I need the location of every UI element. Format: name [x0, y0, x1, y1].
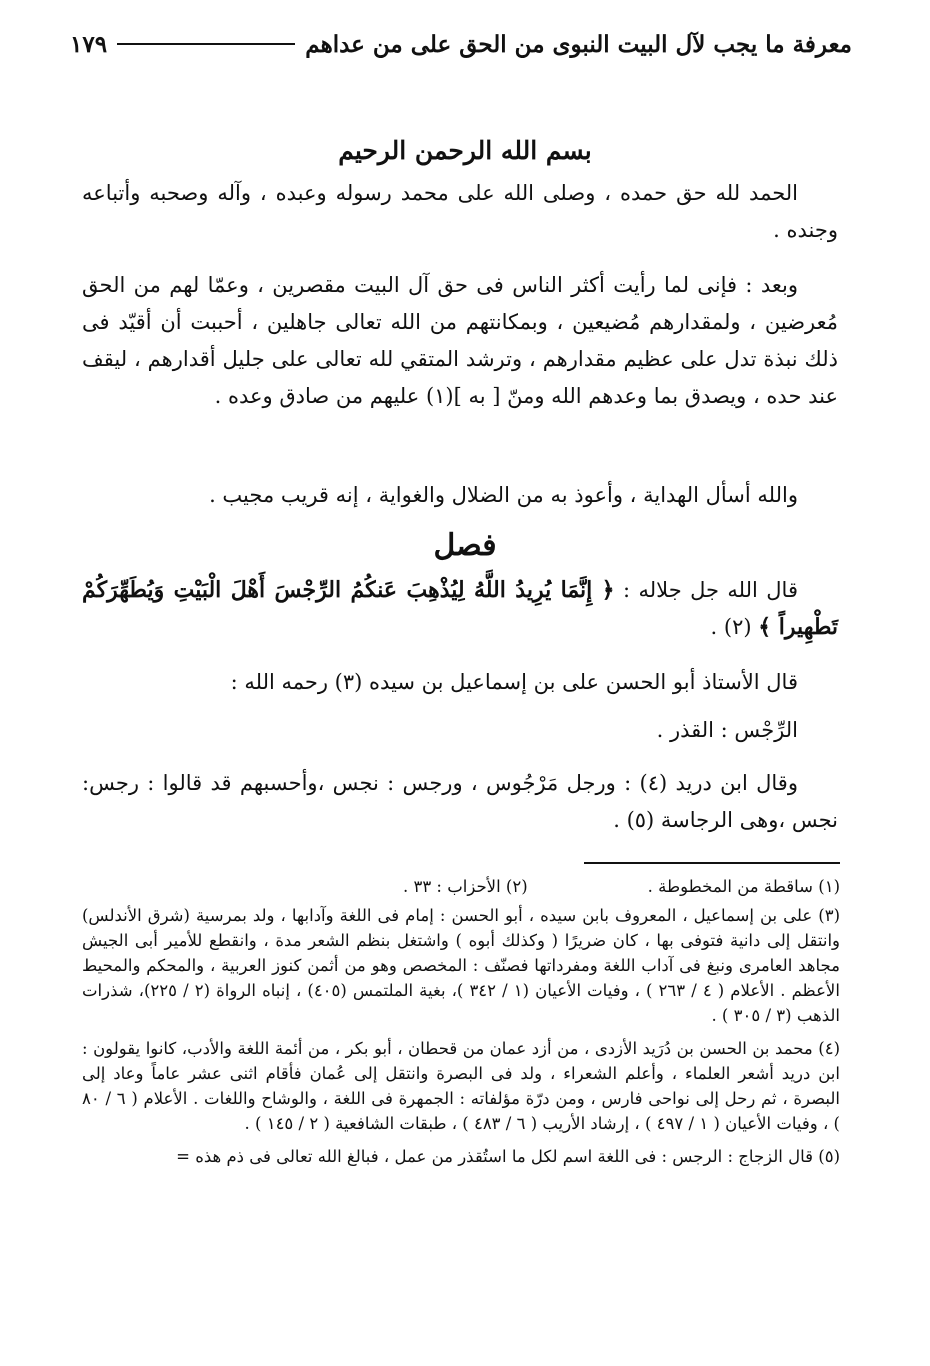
page-number: ١٧٩: [70, 30, 108, 58]
footnote-2: (٢) الأحزاب : ٣٣ .: [402, 877, 528, 896]
paragraph-supplication: والله أسأل الهداية ، وأعوذ به من الضلال والغواية ، إنه قريب مجيب .: [209, 483, 798, 507]
footnote-4: (٤) محمد بن الحسن بن دُرَيد الأزدى ، من أزد عمان من قحطان ، أبو بكر ، من أئمة اللغة والأدب، كانوا يقولون : ابن دريد أشعر العلماء ، وأعلم الشعراء ، ولد فى البصرة وانتقل إلى عُمان فأقام اثنى عشر عاماً وعاد إلى البصرة ، ثم رحل إلى نواحى فارس ، ومن درّة مؤلفاته : الجمهرة فى اللغة ، والوشاح واللغات . الأعلام ( ٦ / ٨٠ ) ، وفيات الأعيان ( ١ / ٤٩٧ ) ، إرشاد الأريب ( ٦ / ٤٨٣ ) ، طبقات الشافعية ( ٢ / ١٤٥ ) .: [82, 1039, 841, 1133]
header-rule: [117, 43, 295, 45]
header-title: معرفة ما يجب لآل البيت النبوى من الحق على من عداهم: [305, 30, 852, 58]
quran-quote: [82, 572, 838, 646]
footnote-5: (٥) قال الزجاج : الرجس : فى اللغة اسم لكل ما استُقذر من عمل ، فبالغ الله تعالى فى ذم هذه =: [176, 1147, 840, 1166]
footnote-1: (١) ساقطة من المخطوطة .: [647, 877, 840, 896]
quote-intro: قال الله جل جلاله :: [623, 578, 798, 602]
quran-reference: (٢) .: [710, 615, 752, 639]
paragraph-introduction: وبعد : فإنى لما رأيت أكثر الناس فى حق آل البيت مقصرين ، وعمّا لهم من الحق مُعرضين ، ولمقدارهم مُضيعين ، وبمكانتهم من الله تعالى جاهلين ، أحببت أن أقيّد فى ذلك نبذة تدل على عظيم مقدارهم ، وترشد المتقي لله تعالى على جليل أقدارهم ، ليقف عند حده ، ويصدق بما وعدهم الله ومنّ [ به ](١) عليهم من صادق وعده .: [82, 273, 838, 408]
paragraph-ibn-durayd: وقال ابن دريد (٤) : ورجل مَرْجُوس ، ورجس : نجس ،وأحسبهم قد قالوا : رجس: نجس ،وهى الرجاسة (٥) .: [82, 771, 838, 832]
paragraph-ibn-sidah: قال الأستاذ أبو الحسن على بن إسماعيل بن سيده (٣) رحمه الله :: [230, 670, 798, 694]
footnotes: [82, 874, 840, 1177]
footnote-3: (٣) على بن إسماعيل ، المعروف بابن سيده ، أبو الحسن : إمام فى اللغة وآدابها ، ولد بمرسية (شرق الأندلس) وانتقل إلى دانية فتوفى بها ، كان ضريرًا ( وكذلك أبوه ) واشتغل بنظم الشعر مدة ، وانقطع للأمير أبى الجيش مجاهد العامرى ونبغ فى آداب اللغة ومفرداتها فصنّف : المخصص وهو من أثمن كنوز العربية ، والمحكم والمحيط الأعظم . الأعلام ( ٤ / ٢٦٣ ) ، وفيات الأعيان (١ / ٣٤٢ )، بغية الملتمس (٤٠٥) ، إنباه الرواة (٢ / ٢٢٥)، شذرات الذهب (٣ / ٣٠٥ ) .: [82, 906, 840, 1025]
quran-verse: ﴿ إِنَّمَا يُرِيدُ اللَّهُ لِيُذْهِبَ عَنكُمُ الرِّجْسَ أَهْلَ الْبَيْتِ وَيُطَهِّرَكُمْ تَطْهِيراً ﴾: [82, 577, 838, 640]
running-header: [70, 22, 852, 66]
basmala: بسم الله الرحمن الرحيم: [338, 136, 592, 165]
section-heading: فصل: [433, 528, 497, 563]
footnote-separator: [584, 862, 840, 864]
paragraph-definition: الرِّجْس : القذر .: [656, 718, 798, 742]
paragraph-praise: الحمد لله حق حمده ، وصلى الله على محمد رسوله وعبده ، وآله وصحبه وأتباعه وجنده .: [82, 181, 838, 242]
footnote-row: [82, 874, 840, 899]
